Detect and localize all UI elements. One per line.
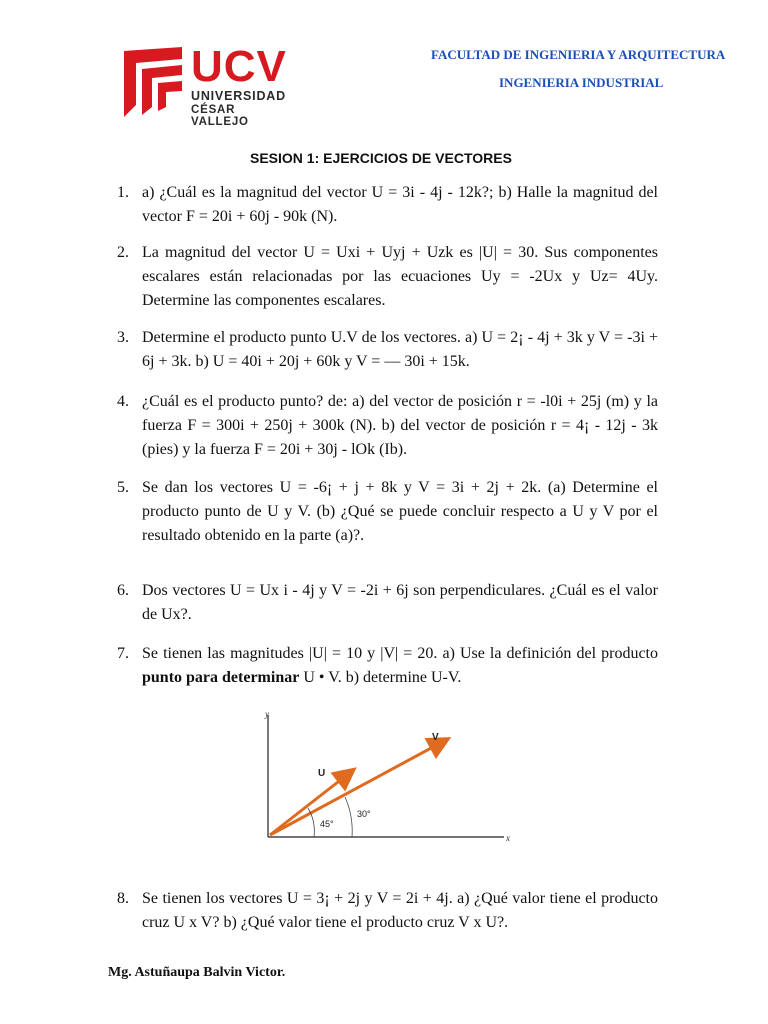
vector-u-arrow (270, 771, 352, 835)
exercise-number: 2. (117, 244, 129, 261)
exercise-item (117, 241, 658, 313)
exercise-item (117, 181, 658, 229)
exercise-item (117, 390, 658, 462)
exercise-number: 7. (117, 645, 129, 662)
exercise-text-part: U • V. b) determine U-V. (299, 669, 462, 686)
exercise-number: 4. (117, 393, 129, 410)
exercise-item (117, 887, 658, 935)
vectors-figure (258, 705, 518, 845)
faculty-heading: FACULTAD DE INGENIERIA Y ARQUITECTURA (431, 47, 726, 62)
vector-v-arrow (270, 740, 446, 835)
exercise-text: Se dan los vectores U = -6¡ + j + 8k y V = 3i + 2j + 2k. (a) Determine el producto punto de U y V. (b) ¿Qué se puede concluir respecto a U y V por el resultado obtenido en la parte (a)?. (142, 479, 658, 544)
exercise-text-bold: punto para determinar (142, 669, 300, 686)
vector-v-label: V (432, 732, 439, 743)
exercise-number: 5. (117, 479, 129, 496)
ucv-emblem-icon (122, 45, 184, 123)
angle-u-label: 45° (320, 819, 334, 829)
x-axis-label: x (506, 833, 510, 843)
angle-arc-v (345, 797, 352, 837)
exercise-number: 8. (117, 890, 129, 907)
vector-u-label: U (318, 768, 326, 779)
logo-line-1: UNIVERSIDAD (191, 89, 286, 103)
program-heading: INGENIERIA INDUSTRIAL (499, 75, 664, 90)
logo-line-2: CÉSAR VALLEJO (191, 104, 249, 128)
exercise-item (117, 642, 658, 690)
exercise-text: Se tienen los vectores U = 3¡ + 2j y V = 2i + 4j. a) ¿Qué valor tiene el producto cruz U x V? b) ¿Qué valor tiene el producto cruz V x U?. (142, 890, 658, 931)
ucv-logo (122, 42, 297, 128)
exercise-number: 6. (117, 582, 129, 599)
exercise-text: La magnitud del vector U = Uxi + Uyj + Uzk es |U| = 30. Sus componentes escalares están relacionadas por las ecuaciones Uy = -2Ux y Uz= 4Uy. Determine las componentes escalares. (142, 244, 658, 309)
exercise-text (142, 642, 658, 690)
vectors-diagram (258, 705, 518, 845)
exercise-item (117, 326, 658, 374)
exercise-number: 3. (117, 329, 129, 346)
angle-v-label: 30° (357, 809, 371, 819)
logo-wordmark: UCV (191, 42, 287, 91)
author-footer: Mg. Astuñaupa Balvin Victor. (108, 965, 286, 980)
exercise-number: 1. (117, 184, 129, 201)
page-title: SESION 1: EJERCICIOS DE VECTORES (250, 150, 512, 166)
y-axis-label: y (265, 709, 269, 719)
exercise-text: Determine el producto punto U.V de los vectores. a) U = 2¡ - 4j + 3k y V = -3i + 6j + 3k. b) U = 40i + 20j + 60k y V = — 30i + 15k. (142, 329, 658, 370)
exercise-text: Dos vectores U = Ux i - 4j y V = -2i + 6j son perpendiculares. ¿Cuál es el valor de Ux?. (142, 582, 658, 623)
exercise-text: a) ¿Cuál es la magnitud del vector U = 3i - 4j - 12k?; b) Halle la magnitud del vector F = 20i + 60j - 90k (N). (142, 184, 658, 225)
exercise-item (117, 476, 658, 548)
exercise-text: ¿Cuál es el producto punto? de: a) del vector de posición r = -l0i + 25j (m) y la fuerza F = 300i + 250j + 300k (N). b) del vector de posición r = 4¡ - 12j - 3k (pies) y la fuerza F = 20i + 30j - lOk (Ib). (142, 393, 658, 458)
exercise-item (117, 579, 658, 627)
exercise-text-part: Se tienen las magnitudes |U| = 10 y |V| = 20. a) Use la definición del producto (142, 645, 658, 662)
